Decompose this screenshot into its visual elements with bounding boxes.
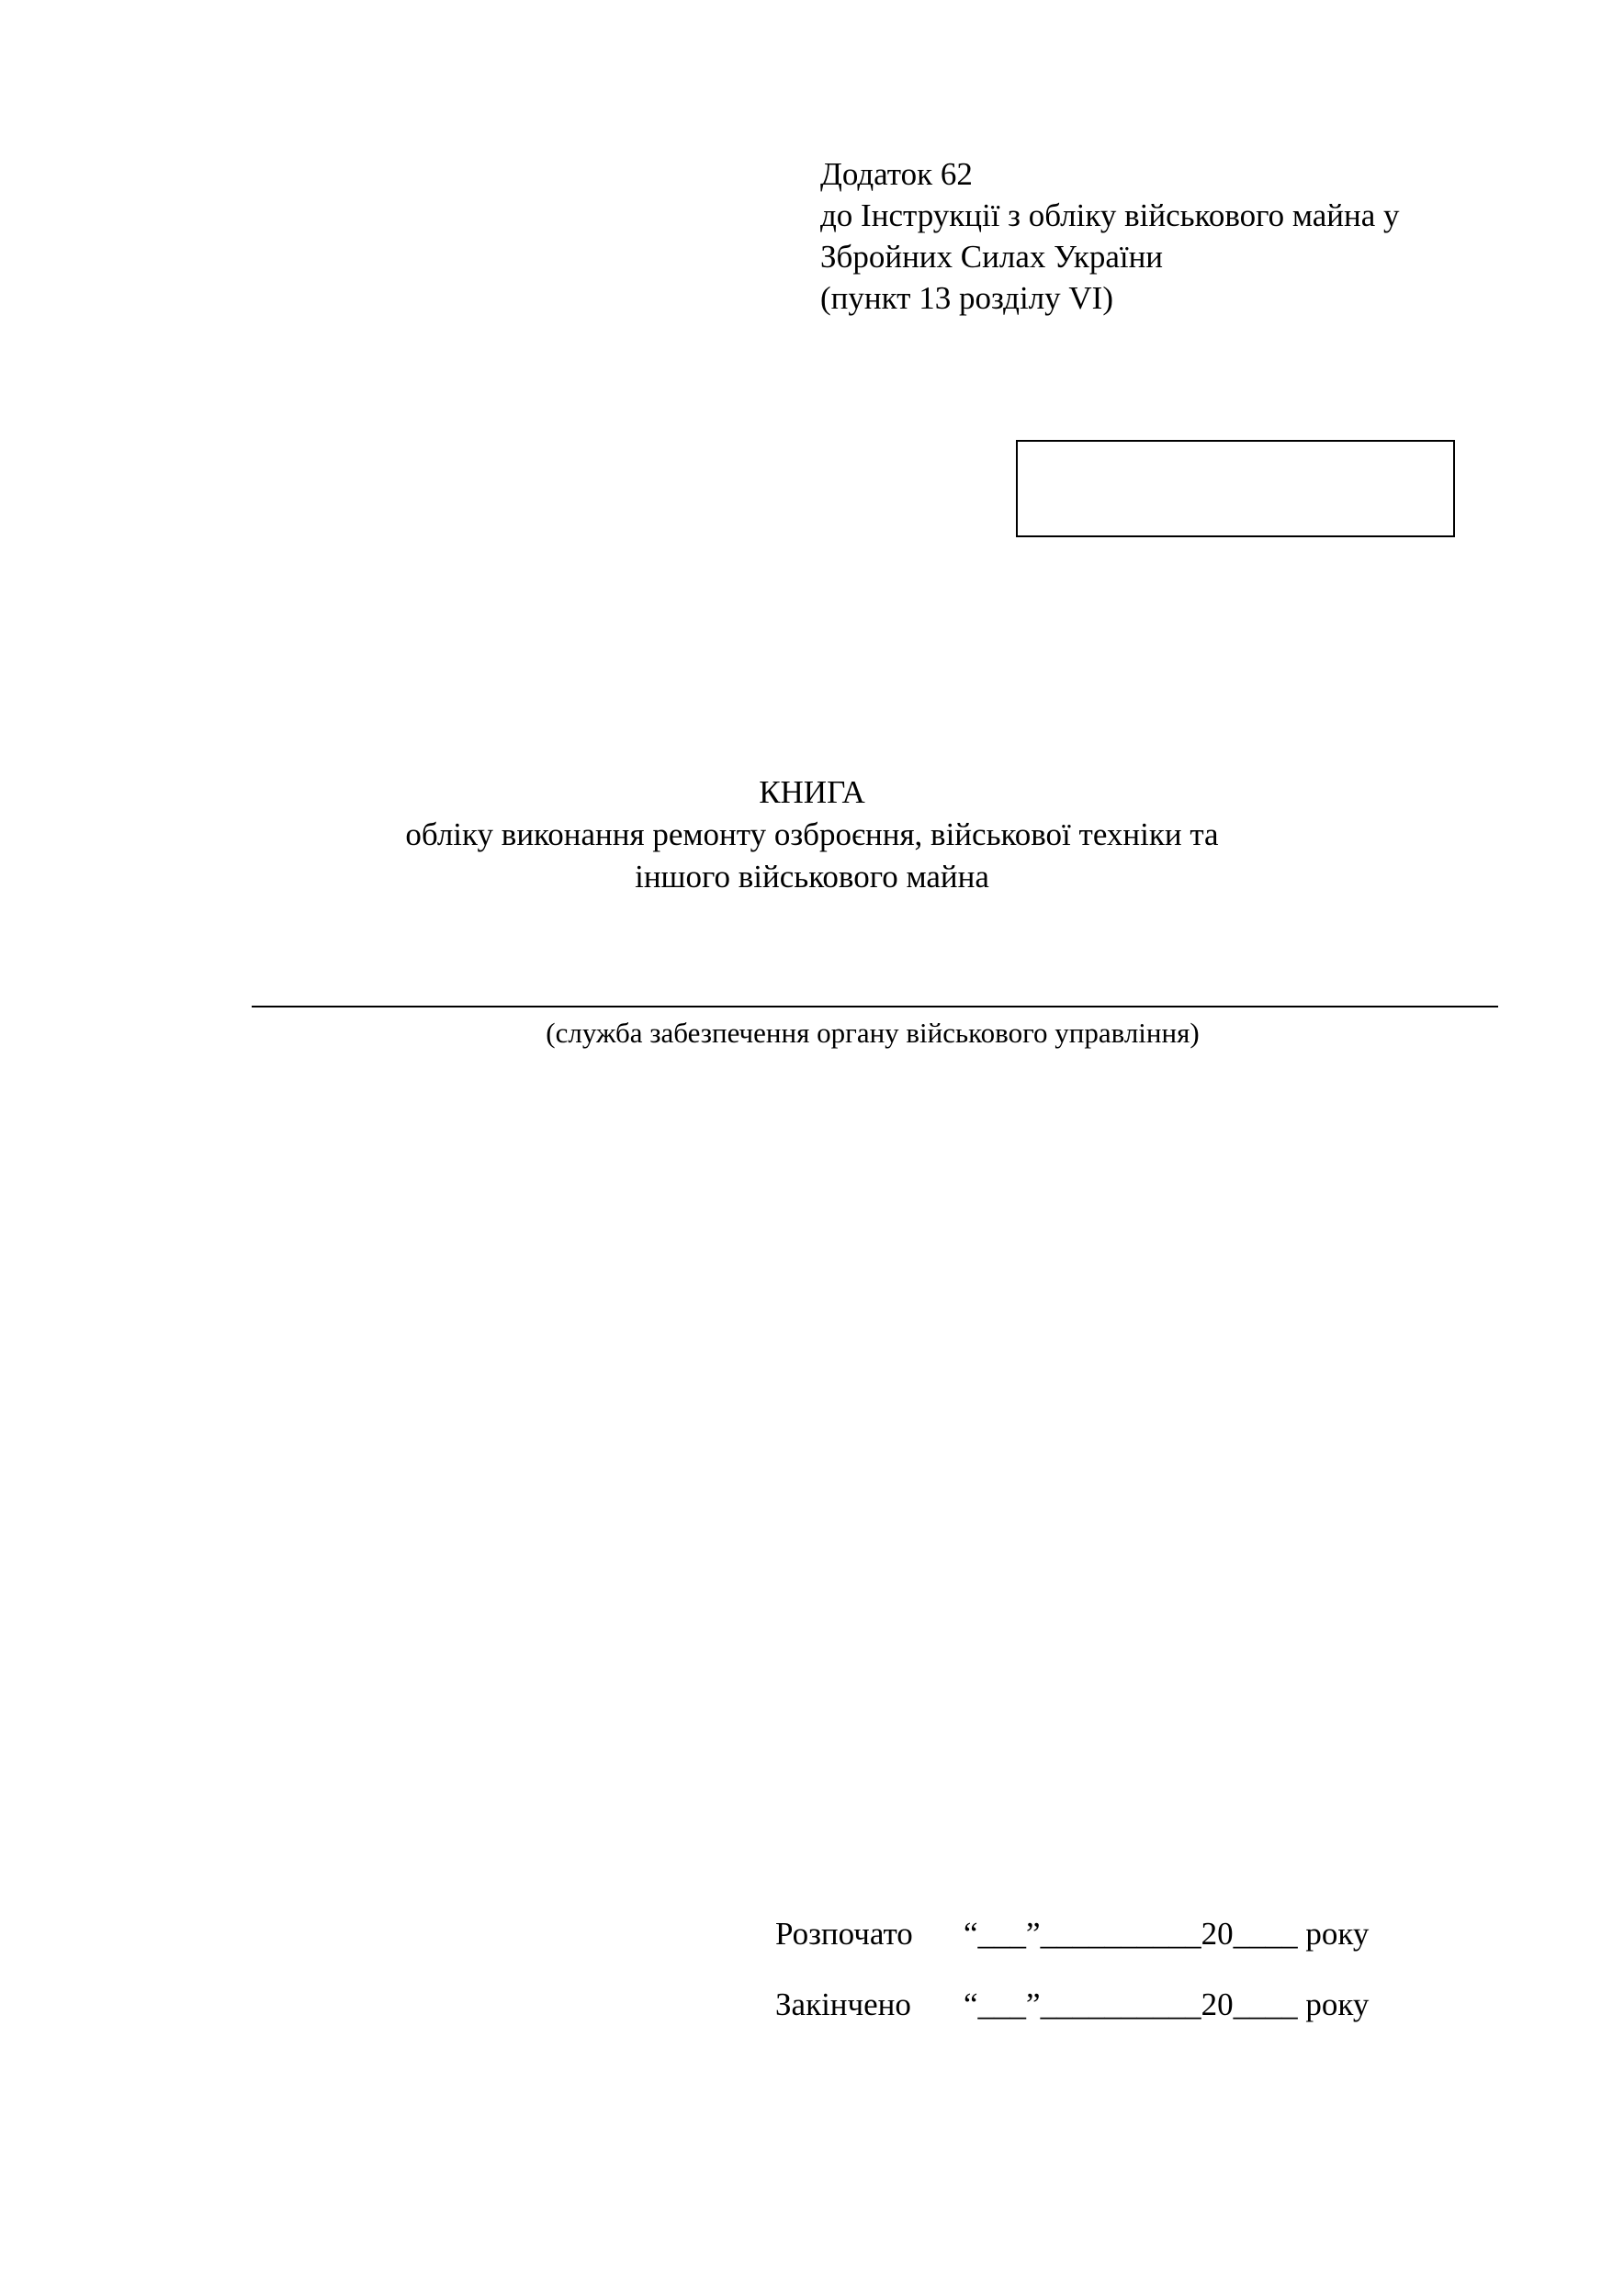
book-title: КНИГА xyxy=(759,774,865,810)
service-name-fill-line[interactable] xyxy=(252,1006,1498,1007)
annex-reference-line: Збройних Силах України xyxy=(820,239,1164,275)
annex-number: Додаток 62 xyxy=(820,156,973,192)
finished-label: Закінчено xyxy=(775,1986,911,2022)
book-subtitle-line: обліку виконання ремонту озброєння, військової техніки та xyxy=(405,816,1219,852)
annex-header xyxy=(820,153,1400,319)
started-date-row xyxy=(775,1914,1369,1954)
book-subtitle-line: іншого військового майна xyxy=(635,859,989,895)
book-title-block xyxy=(0,771,1624,898)
annex-clause: (пункт 13 розділу VІ) xyxy=(820,280,1113,316)
annex-reference-line: до Інструкції з обліку військового майна у xyxy=(820,197,1400,233)
started-date-field[interactable]: “___”__________20____ року xyxy=(964,1916,1370,1952)
service-name-caption: (служба забезпечення органу військового управління) xyxy=(546,1017,1200,1049)
finished-date-field[interactable]: “___”__________20____ року xyxy=(964,1986,1370,2022)
finished-date-row xyxy=(775,1985,1369,2025)
registration-number-box[interactable] xyxy=(1016,440,1455,537)
started-label: Розпочато xyxy=(775,1916,913,1952)
